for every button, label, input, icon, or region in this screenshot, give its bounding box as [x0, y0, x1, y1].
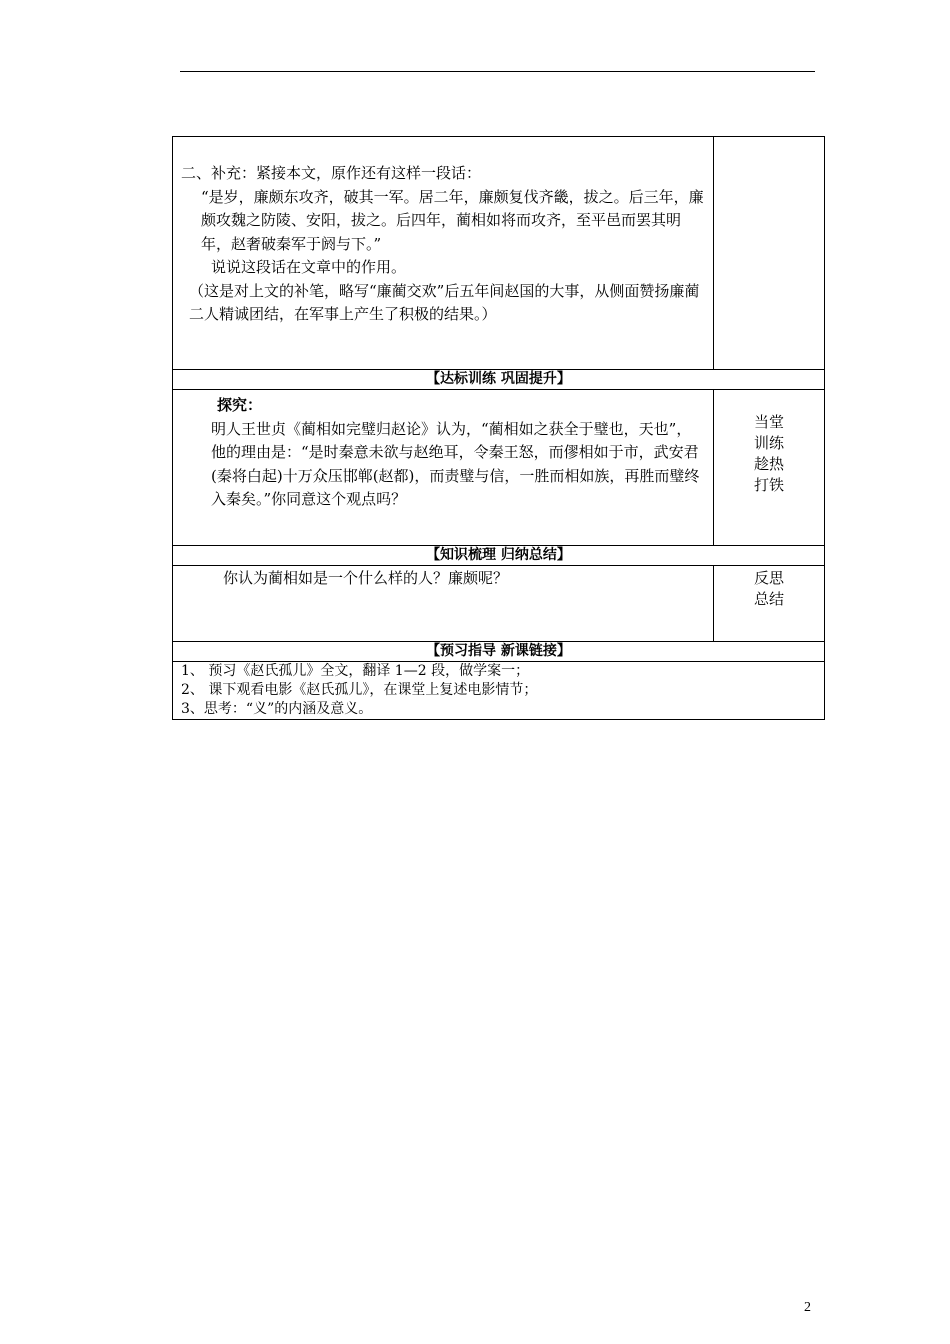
- worksheet-table: [172, 136, 825, 720]
- summary-header: 【知识梳理 归纳总结】: [173, 546, 825, 566]
- practice-side-cell: [714, 390, 825, 546]
- supplement-answer: （这是对上文的补笔，略写“廉蔺交欢”后五年间赵国的大事，从侧面赞扬廉蔺二人精诚团结，在军事上产生了积极的结果。）: [189, 281, 700, 323]
- probe-title: 探究：: [217, 396, 263, 414]
- practice-header-row: [173, 370, 825, 390]
- side-label: 当堂: [753, 413, 784, 431]
- summary-cell: [173, 566, 714, 642]
- preview-row: [173, 662, 825, 720]
- supplement-heading: 二、补充：紧接本文，原作还有这样一段话：: [181, 164, 482, 182]
- side-label: 打铁: [753, 476, 784, 494]
- supplement-quote: “是岁，廉颇东攻齐，破其一军。居二年，廉颇复伐齐畿，拔之。后三年，廉颇攻魏之防陵、安阳，拔之。后四年，蔺相如将而攻齐，至平邑而罢其明年，赵奢破秦军于阏与下。”: [201, 187, 704, 253]
- side-label: 反思: [753, 569, 784, 587]
- practice-row: [173, 390, 825, 546]
- preview-item: 2、 课下观看电影《赵氏孤儿》，在课堂上复述电影情节；: [181, 682, 538, 698]
- summary-body: 你认为蔺相如是一个什么样的人？廉颇呢？: [223, 569, 509, 587]
- side-label: 训练: [753, 434, 784, 452]
- preview-item: 3、思考：“义”的内涵及意义。: [181, 701, 373, 717]
- header-rule: [180, 71, 815, 72]
- supplement-row: [173, 137, 825, 370]
- side-label: 趁热: [753, 455, 784, 473]
- practice-header: 【达标训练 巩固提升】: [173, 370, 825, 390]
- supplement-side-cell: [714, 137, 825, 370]
- summary-side-cell: [714, 566, 825, 642]
- supplement-question: 说说这段话在文章中的作用。: [211, 258, 407, 276]
- practice-cell: [173, 390, 714, 546]
- preview-header-row: [173, 642, 825, 662]
- preview-item: 1、 预习《赵氏孤儿》全文，翻译 1—2 段，做学案一；: [181, 663, 530, 679]
- summary-row: [173, 566, 825, 642]
- preview-header: 【预习指导 新课链接】: [173, 642, 825, 662]
- supplement-cell: [173, 137, 714, 370]
- summary-header-row: [173, 546, 825, 566]
- side-label: 总结: [753, 590, 784, 608]
- page-number: 2: [804, 1300, 811, 1315]
- preview-cell: [173, 662, 825, 720]
- probe-body: 明人王世贞《蔺相如完璧归赵论》认为，“蔺相如之获全于璧也，天也”，他的理由是：“是时秦意未欲与赵绝耳，令秦王怒，而僇相如于市，武安君(秦将白起)十万众压邯郸(赵都)，而责璧与信，一胜而相如族，再胜而璧终入秦矣。”你同意这个观点吗？: [211, 419, 700, 508]
